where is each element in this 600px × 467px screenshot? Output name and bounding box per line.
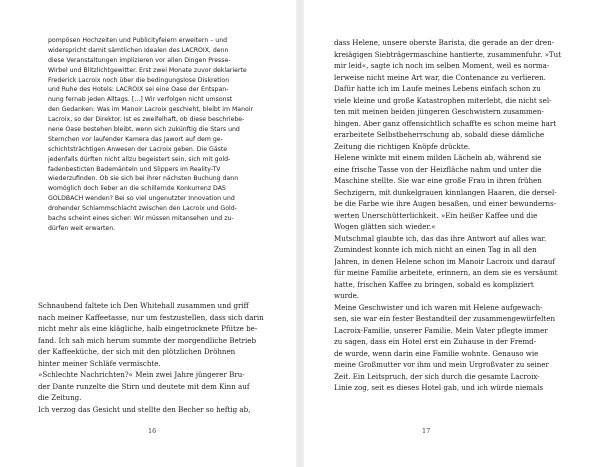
text-line: Dafür hatte ich im Laufe meines Lebens einfach schon zu: [334, 84, 541, 93]
text-line: Zeitung die richtigen Knöpfe drückte.: [334, 141, 471, 151]
text-line: kreiägigen Siebträgermaschine hantierte, zusammenfuhr. »Tut: [334, 49, 562, 59]
text-line: Linie zog, seit es dieses Hotel gab, und ich würde niemals: [334, 383, 544, 392]
text-line: Wogen glätten sich wieder.«: [334, 222, 436, 231]
text-line: Mutschmal glaubte ich, das das ihre Antwort auf alles war.: [334, 233, 547, 243]
text-line: Schnaubend faltete ich Den Whitehall zusammen und griff: [38, 301, 249, 310]
text-line: ten mit meinen beiden jüngeren Geschwistern zusammen-: [334, 107, 544, 116]
text-line: der Dante runzelte die Stirn und deutete mit dem Kinn auf: [38, 381, 250, 391]
text-line: für meine Familie arbeitete, erinnern, an dem sie es versäumt: [334, 268, 558, 277]
left-page: [0, 0, 296, 467]
text-line: schichtsträchtigen Anwesen der Lacroix geben. Die Gäste: [48, 145, 228, 153]
left-page-number: 16: [148, 427, 157, 435]
left-body-text: [38, 300, 268, 415]
text-line: drohender Schlammschlacht zwischen den Lacroix und Gold-: [48, 205, 237, 213]
text-line: Sechzigern, mit dunkelgrauen kinnlangen Haaren, die dersel-: [334, 187, 557, 197]
right-page: [304, 0, 600, 467]
text-line: erarbeitete Selbstbeherrschung ab, sobald diese dämliche: [334, 130, 545, 139]
text-line: eine frische Tasse von der Heizfläche nahm und unter die: [334, 164, 542, 174]
text-line: »Schlechte Nachrichten?« Mein zwei Jahre jüngerer Bru-: [38, 370, 245, 379]
book-gutter: [296, 0, 304, 467]
text-line: fadenbesticten Bademänteln und Slippers im Reality-TV: [48, 165, 221, 173]
text-line: Jahren, in denen Helene schon im Manoir Lacroix und darauf: [334, 256, 555, 266]
text-line: Lacroix, so der Direktor. Ist es zweifelhaft, ob diese beschriebe-: [48, 116, 245, 124]
text-line: GOLDBACH wenden? Bei so viel ungenutzter Innovation und: [48, 195, 235, 203]
text-line: Maschine stellte. Sie war eine große Frau in ihren frühen: [334, 176, 542, 185]
text-line: nach meiner Kaffeetasse, nur um festzustellen, dass sich darin: [38, 312, 264, 322]
text-line: lerweise nicht meine Art war, die Contenance zu verlieren.: [334, 72, 546, 82]
text-line: womöglich doch lieber an die schillernde Konkurrenz DAS: [48, 185, 226, 193]
text-line: diese Veranstaltungen implizieren vor allen Dingen Presse-: [48, 56, 231, 64]
text-line: pompösen Hochzeiten und Publicityfeiern erweitern – und: [48, 37, 228, 44]
text-line: die Zeitung.: [38, 393, 82, 402]
text-line: be die Farbe wie ihre Augen besaßen, und einer bewunderns-: [334, 199, 557, 208]
text-line: viele kleine und große Katastrophen miterlebt, die nicht sel-: [334, 95, 552, 105]
text-line: sen, sie war ein fester Bestandteil der zusammengewürfelten: [334, 314, 556, 323]
text-line: Sternchen vor laufender Kamera das Jawort auf dem ge-: [48, 135, 223, 143]
text-line: und Ruhe des Hotels: LACROIX sei eine Oase der Entspan-: [48, 86, 229, 94]
right-page-number: 17: [422, 427, 431, 435]
text-line: Meine Geschwister und ich waren mit Helene aufgewach-: [334, 302, 543, 312]
text-line: dass Helene, unsere oberste Barista, die gerade an der dren-: [334, 38, 555, 47]
text-line: Lacroix-Familie, unserer Familie. Mein Vater pflegte immer: [334, 325, 548, 335]
text-line: bachs scheint eines sicher: Wir müssen mitansehen und zu-: [48, 215, 234, 223]
text-line: dürfen weit erwarten.: [48, 224, 116, 232]
text-line: widerspricht damit sämtlichen Idealen des LACROIX, denn: [48, 46, 229, 54]
newspaper-excerpt: [48, 36, 268, 234]
text-line: Zeit. Ein Leitspruch, der sich durch die gesamte Lacroix-: [334, 371, 540, 381]
text-line: werten Unerschütterlichkeit. »Ein heißer Kaffee und die: [334, 210, 538, 220]
right-body-text: [334, 37, 570, 394]
text-line: hingen. Aber ganz offensichtlich schaffte es schon meine hart: [334, 118, 557, 128]
text-line: nene Oase bestehen bleibt, wenn sich zukünftig die Stars und: [48, 126, 240, 134]
text-line: zu sagen, dass ein Hotel erst ein Zuhause in der Fremd-: [334, 337, 537, 346]
text-line: nung fernab jeden Alltags. […] Wir verfolgen nicht umsonst: [48, 96, 233, 104]
text-line: Wirbel und Blitzlichtgewitter. Erst zwei Monate zuvor deklarierte: [48, 66, 247, 74]
text-line: wiederzufinden. Ob sie sich bei ihrer nächsten Buchung dann: [48, 175, 239, 183]
text-line: den Gedanken: Was im Manoir Lacroix geschieht, bleibt im Manoir: [48, 106, 254, 114]
text-line: Helene winkte mit einem milden Lächeln ab, während sie: [334, 153, 542, 162]
text-line: jedenfalls dürften nicht allzu begeistert sein, sich mit gold-: [48, 155, 231, 163]
text-line: nicht mehr als eine klägliche, halb eingetrocknete Pfütze be-: [38, 324, 258, 333]
text-line: de wurde, wenn darin eine Familie wohnte. Genauso wie: [334, 348, 539, 358]
text-line: der Kaffeeküche, der sich mit den plötzlichen Dröhnen: [38, 347, 236, 356]
text-line: fand. Ich sah mich herum summte der morgendliche Betrieb: [38, 335, 257, 345]
text-line: Ich verzog das Gesicht und stellte den Becher so heftig ab,: [38, 404, 251, 414]
text-line: meine Großmutter vor ihm und mein Urgroßvater zu seiner: [334, 360, 549, 369]
text-line: wurde.: [334, 291, 360, 300]
text-line: hinter meiner Schläfe vermischte.: [38, 358, 161, 368]
text-line: Frederick Lacroix noch über die bedingungslose Diskretion: [48, 76, 230, 84]
text-line: Zumindest konnte ich mich nicht an einen Tag in all den: [334, 245, 537, 254]
text-line: mir leid«, sagte ich noch im selben Moment, weil es norma-: [334, 61, 550, 70]
text-line: hatte, frischen Kaffee zu bringen, sobald es kompliziert: [334, 279, 534, 289]
